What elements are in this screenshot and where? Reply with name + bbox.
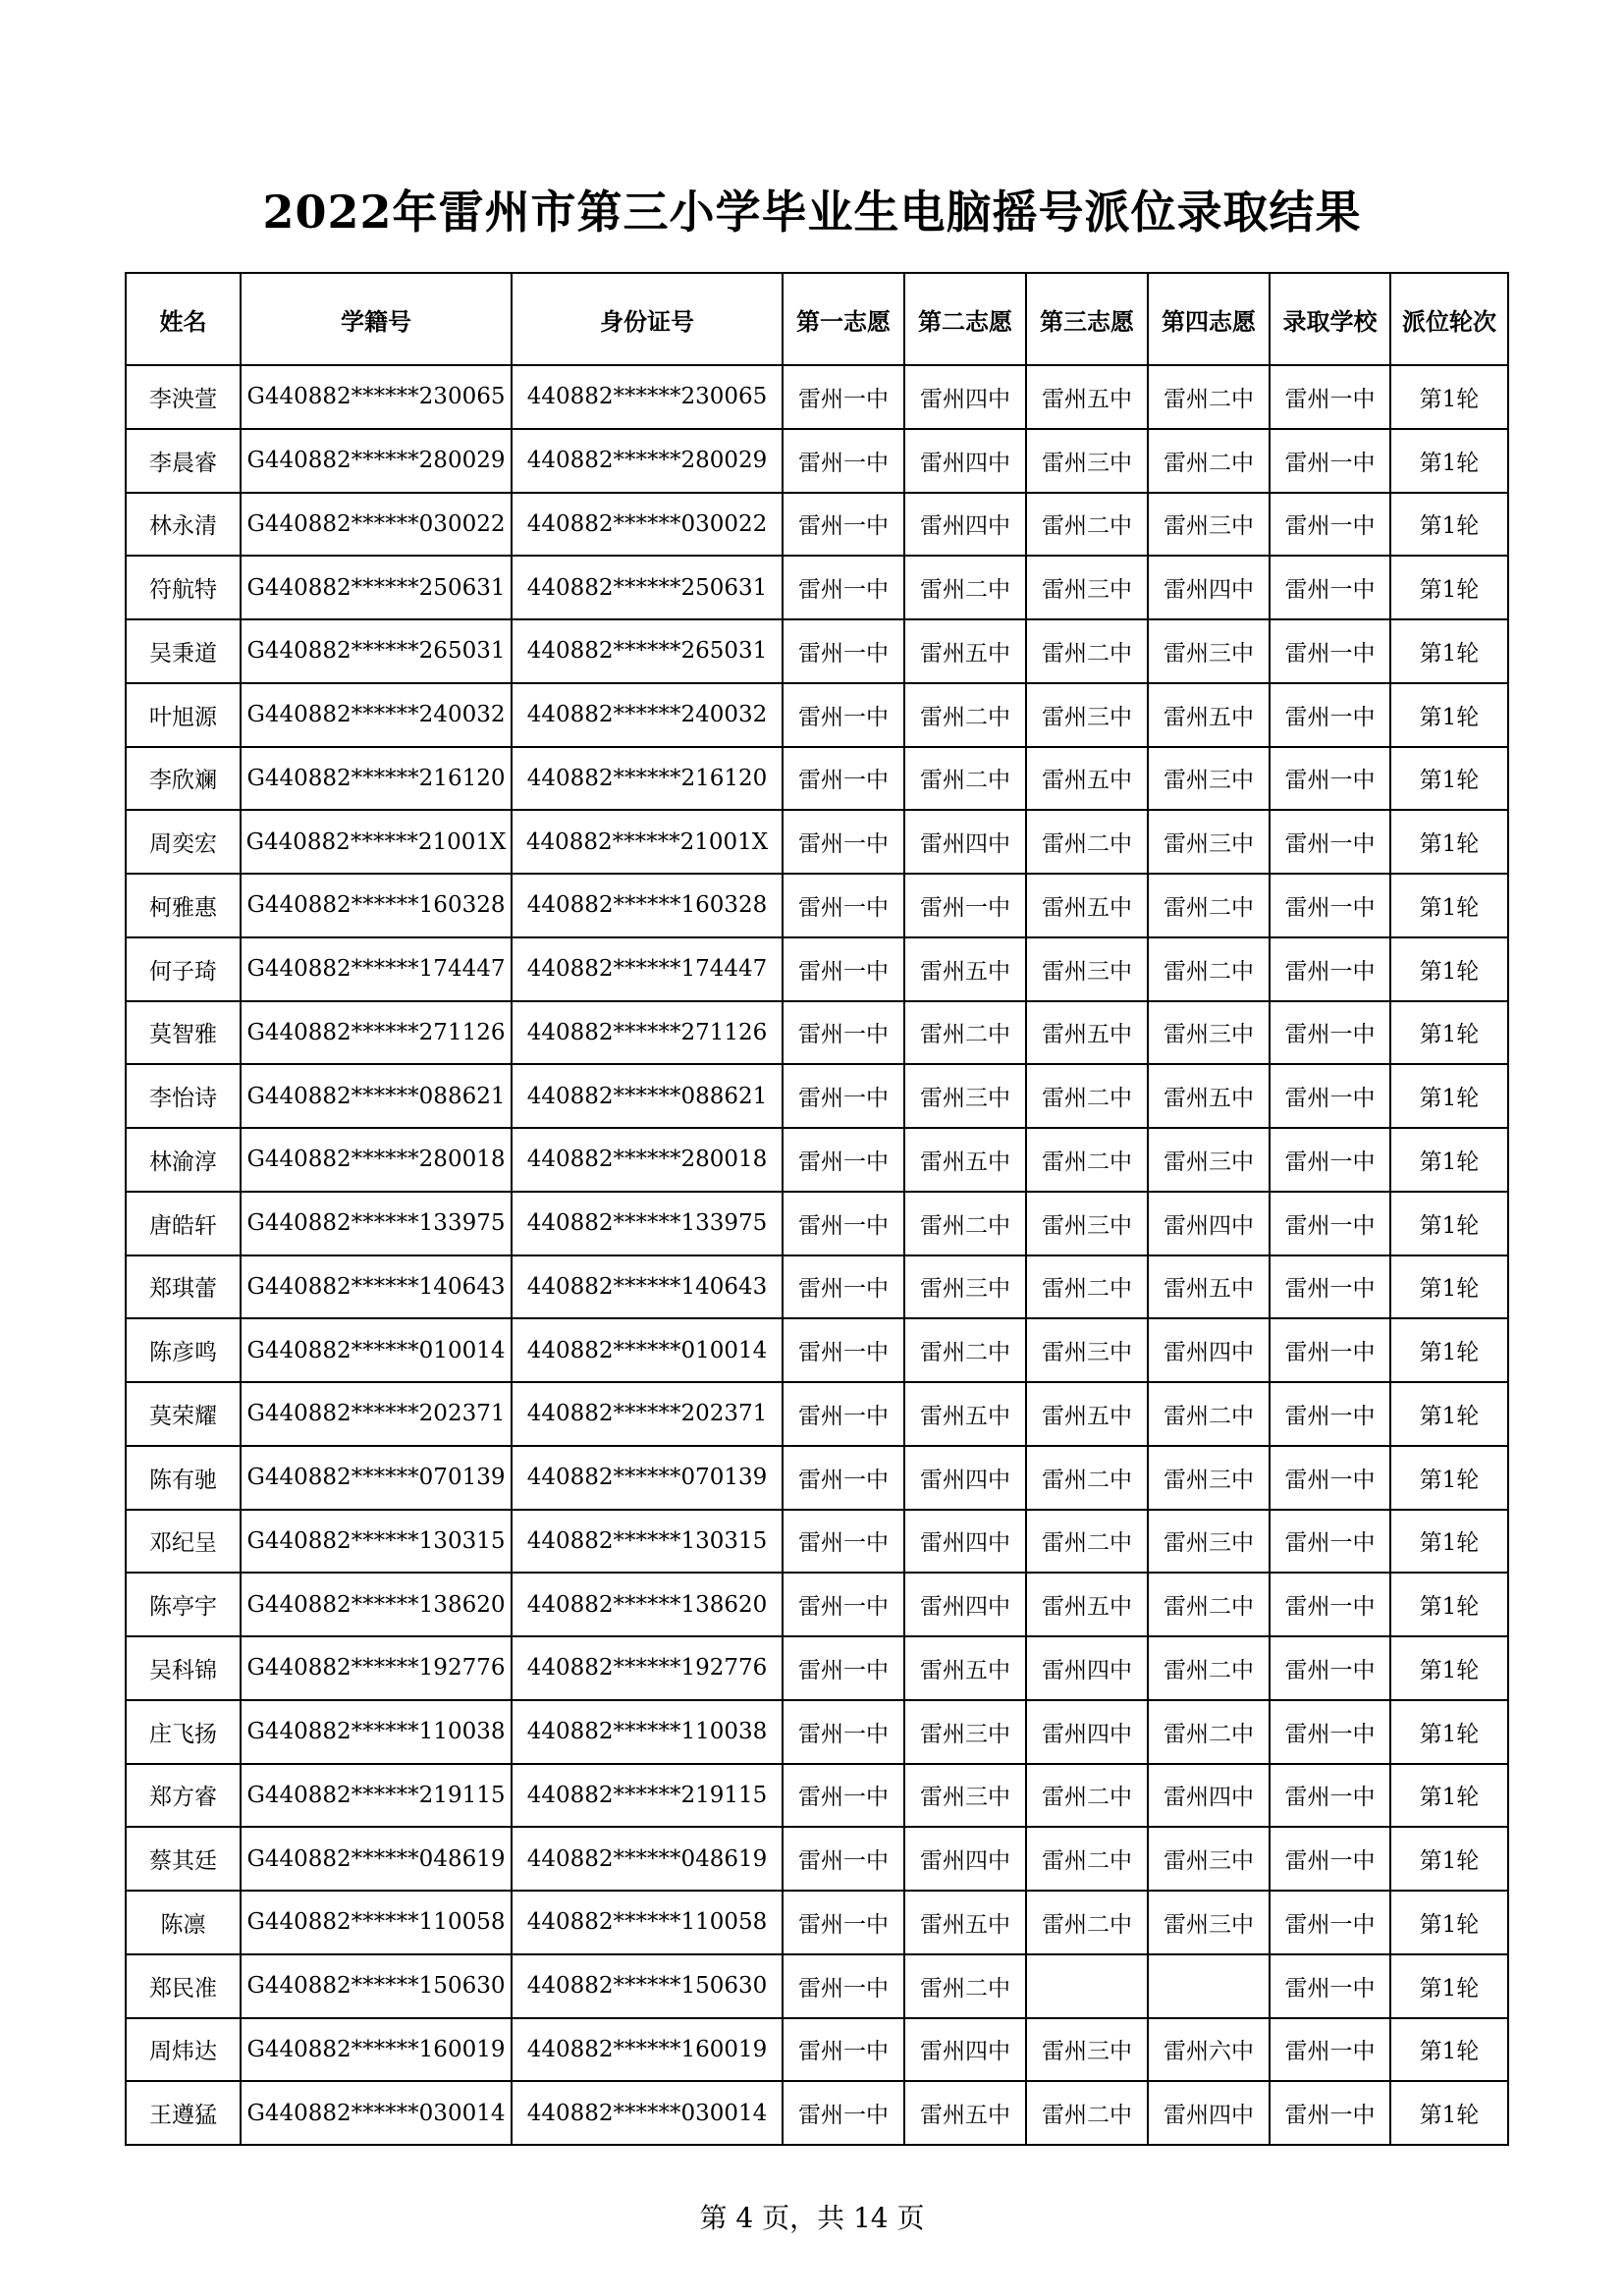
table-row <box>126 429 1508 493</box>
cell-choice-4: 雷州三中 <box>1148 1827 1270 1891</box>
cell-choice-2: 雷州四中 <box>904 1446 1026 1510</box>
table-body <box>126 365 1508 2145</box>
table-row <box>126 810 1508 874</box>
cell-name: 李怡诗 <box>126 1064 241 1128</box>
table-row <box>126 1510 1508 1574</box>
cell-choice-4: 雷州二中 <box>1148 429 1270 493</box>
column-header-choice-2: 第二志愿 <box>904 273 1026 365</box>
cell-id-number: 440882******140643 <box>512 1255 783 1319</box>
cell-name: 郑民准 <box>126 1954 241 2018</box>
cell-id-number: 440882******265031 <box>512 619 783 683</box>
table-row <box>126 1318 1508 1382</box>
cell-round: 第1轮 <box>1390 1510 1508 1574</box>
cell-name: 吴科锦 <box>126 1636 241 1700</box>
cell-student-id: G440882******265031 <box>241 619 512 683</box>
cell-name: 邓纪呈 <box>126 1510 241 1574</box>
cell-choice-4: 雷州五中 <box>1148 683 1270 747</box>
cell-round: 第1轮 <box>1390 1827 1508 1891</box>
cell-choice-1: 雷州一中 <box>783 1064 904 1128</box>
cell-choice-1: 雷州一中 <box>783 810 904 874</box>
table-row <box>126 1001 1508 1065</box>
cell-id-number: 440882******138620 <box>512 1573 783 1636</box>
cell-student-id: G440882******150630 <box>241 1954 512 2018</box>
cell-round: 第1轮 <box>1390 1255 1508 1319</box>
cell-name: 周炜达 <box>126 2018 241 2082</box>
cell-admitted-school: 雷州一中 <box>1270 1064 1390 1128</box>
cell-choice-4: 雷州二中 <box>1148 1700 1270 1764</box>
cell-choice-3: 雷州五中 <box>1026 747 1148 811</box>
cell-choice-4: 雷州二中 <box>1148 937 1270 1001</box>
cell-choice-4: 雷州五中 <box>1148 1064 1270 1128</box>
column-header-round: 派位轮次 <box>1390 273 1508 365</box>
cell-name: 郑方睿 <box>126 1764 241 1828</box>
cell-id-number: 440882******088621 <box>512 1064 783 1128</box>
cell-round: 第1轮 <box>1390 2081 1508 2145</box>
cell-round: 第1轮 <box>1390 365 1508 429</box>
cell-choice-3: 雷州二中 <box>1026 1446 1148 1510</box>
cell-choice-3: 雷州二中 <box>1026 810 1148 874</box>
cell-id-number: 440882******250631 <box>512 556 783 619</box>
cell-choice-4: 雷州四中 <box>1148 1192 1270 1255</box>
cell-student-id: G440882******138620 <box>241 1573 512 1636</box>
cell-name: 周奕宏 <box>126 810 241 874</box>
cell-choice-1: 雷州一中 <box>783 1573 904 1636</box>
cell-id-number: 440882******110058 <box>512 1891 783 1954</box>
column-header-choice-4: 第四志愿 <box>1148 273 1270 365</box>
cell-id-number: 440882******216120 <box>512 747 783 811</box>
cell-round: 第1轮 <box>1390 493 1508 557</box>
cell-admitted-school: 雷州一中 <box>1270 1573 1390 1636</box>
cell-admitted-school: 雷州一中 <box>1270 1128 1390 1192</box>
cell-choice-1: 雷州一中 <box>783 874 904 937</box>
table-row <box>126 2081 1508 2145</box>
table-row <box>126 1192 1508 1255</box>
cell-student-id: G440882******160019 <box>241 2018 512 2082</box>
cell-id-number: 440882******202371 <box>512 1382 783 1446</box>
cell-name: 莫荣耀 <box>126 1382 241 1446</box>
cell-choice-2: 雷州三中 <box>904 1700 1026 1764</box>
cell-name: 李欣斓 <box>126 747 241 811</box>
table-row <box>126 556 1508 619</box>
cell-round: 第1轮 <box>1390 2018 1508 2082</box>
cell-round: 第1轮 <box>1390 937 1508 1001</box>
cell-choice-1: 雷州一中 <box>783 1700 904 1764</box>
cell-choice-4: 雷州二中 <box>1148 1573 1270 1636</box>
cell-name: 陈凛 <box>126 1891 241 1954</box>
cell-choice-3: 雷州二中 <box>1026 1128 1148 1192</box>
cell-admitted-school: 雷州一中 <box>1270 365 1390 429</box>
cell-choice-1: 雷州一中 <box>783 365 904 429</box>
cell-admitted-school: 雷州一中 <box>1270 747 1390 811</box>
column-header-choice-3: 第三志愿 <box>1026 273 1148 365</box>
cell-choice-3: 雷州二中 <box>1026 1255 1148 1319</box>
admission-results-table <box>125 272 1509 2146</box>
cell-student-id: G440882******280018 <box>241 1128 512 1192</box>
cell-admitted-school: 雷州一中 <box>1270 1192 1390 1255</box>
cell-choice-2: 雷州二中 <box>904 1001 1026 1065</box>
cell-choice-2: 雷州五中 <box>904 1636 1026 1700</box>
cell-round: 第1轮 <box>1390 556 1508 619</box>
header-row <box>126 273 1508 365</box>
cell-choice-2: 雷州四中 <box>904 365 1026 429</box>
table-row <box>126 365 1508 429</box>
cell-admitted-school: 雷州一中 <box>1270 1891 1390 1954</box>
cell-id-number: 440882******192776 <box>512 1636 783 1700</box>
cell-choice-2: 雷州二中 <box>904 683 1026 747</box>
cell-choice-1: 雷州一中 <box>783 1192 904 1255</box>
cell-choice-2: 雷州四中 <box>904 1510 1026 1574</box>
cell-student-id: G440882******21001X <box>241 810 512 874</box>
cell-student-id: G440882******048619 <box>241 1827 512 1891</box>
cell-choice-1: 雷州一中 <box>783 747 904 811</box>
cell-admitted-school: 雷州一中 <box>1270 683 1390 747</box>
cell-choice-1: 雷州一中 <box>783 1510 904 1574</box>
table-row <box>126 1891 1508 1954</box>
cell-choice-1: 雷州一中 <box>783 1001 904 1065</box>
cell-choice-2: 雷州四中 <box>904 810 1026 874</box>
cell-choice-2: 雷州二中 <box>904 1192 1026 1255</box>
cell-round: 第1轮 <box>1390 1954 1508 2018</box>
cell-choice-1: 雷州一中 <box>783 1891 904 1954</box>
cell-student-id: G440882******219115 <box>241 1764 512 1828</box>
cell-name: 陈亭宇 <box>126 1573 241 1636</box>
cell-choice-2: 雷州五中 <box>904 1128 1026 1192</box>
table-row <box>126 493 1508 557</box>
cell-choice-3: 雷州五中 <box>1026 874 1148 937</box>
cell-choice-3: 雷州二中 <box>1026 493 1148 557</box>
table-row <box>126 1573 1508 1636</box>
cell-id-number: 440882******030014 <box>512 2081 783 2145</box>
cell-choice-4: 雷州四中 <box>1148 1764 1270 1828</box>
cell-choice-2: 雷州五中 <box>904 1891 1026 1954</box>
cell-admitted-school: 雷州一中 <box>1270 1318 1390 1382</box>
cell-choice-4: 雷州三中 <box>1148 1891 1270 1954</box>
cell-choice-3: 雷州三中 <box>1026 1318 1148 1382</box>
cell-choice-2: 雷州四中 <box>904 493 1026 557</box>
table-row <box>126 747 1508 811</box>
cell-admitted-school: 雷州一中 <box>1270 2018 1390 2082</box>
page-title: 2022年雷州市第三小学毕业生电脑摇号派位录取结果 <box>262 186 1362 239</box>
cell-choice-1: 雷州一中 <box>783 2081 904 2145</box>
cell-student-id: G440882******240032 <box>241 683 512 747</box>
cell-name: 何子琦 <box>126 937 241 1001</box>
table-row <box>126 1954 1508 2018</box>
cell-choice-2: 雷州三中 <box>904 1764 1026 1828</box>
cell-round: 第1轮 <box>1390 1382 1508 1446</box>
cell-choice-2: 雷州二中 <box>904 1954 1026 2018</box>
cell-choice-3: 雷州三中 <box>1026 556 1148 619</box>
cell-choice-4: 雷州三中 <box>1148 1128 1270 1192</box>
cell-name: 唐皓轩 <box>126 1192 241 1255</box>
cell-choice-2: 雷州三中 <box>904 1255 1026 1319</box>
cell-round: 第1轮 <box>1390 683 1508 747</box>
cell-choice-2: 雷州四中 <box>904 2018 1026 2082</box>
cell-name: 庄飞扬 <box>126 1700 241 1764</box>
table-row <box>126 1700 1508 1764</box>
table-row <box>126 874 1508 937</box>
cell-name: 陈彦鸣 <box>126 1318 241 1382</box>
cell-admitted-school: 雷州一中 <box>1270 619 1390 683</box>
cell-choice-3 <box>1026 1954 1148 2018</box>
cell-choice-3: 雷州三中 <box>1026 683 1148 747</box>
cell-choice-2: 雷州三中 <box>904 1064 1026 1128</box>
table-row <box>126 1827 1508 1891</box>
column-header-student-id: 学籍号 <box>241 273 512 365</box>
cell-name: 陈有驰 <box>126 1446 241 1510</box>
table-row <box>126 1446 1508 1510</box>
cell-admitted-school: 雷州一中 <box>1270 1827 1390 1891</box>
cell-admitted-school: 雷州一中 <box>1270 810 1390 874</box>
cell-id-number: 440882******280029 <box>512 429 783 493</box>
cell-student-id: G440882******216120 <box>241 747 512 811</box>
cell-choice-1: 雷州一中 <box>783 937 904 1001</box>
cell-student-id: G440882******140643 <box>241 1255 512 1319</box>
cell-admitted-school: 雷州一中 <box>1270 1636 1390 1700</box>
cell-id-number: 440882******160328 <box>512 874 783 937</box>
cell-choice-2: 雷州一中 <box>904 874 1026 937</box>
cell-choice-3: 雷州四中 <box>1026 1700 1148 1764</box>
table-row <box>126 683 1508 747</box>
cell-student-id: G440882******271126 <box>241 1001 512 1065</box>
cell-id-number: 440882******174447 <box>512 937 783 1001</box>
cell-round: 第1轮 <box>1390 1891 1508 1954</box>
table-row <box>126 1764 1508 1828</box>
cell-admitted-school: 雷州一中 <box>1270 1255 1390 1319</box>
cell-choice-4: 雷州三中 <box>1148 1446 1270 1510</box>
cell-choice-3: 雷州二中 <box>1026 1510 1148 1574</box>
cell-id-number: 440882******070139 <box>512 1446 783 1510</box>
cell-choice-1: 雷州一中 <box>783 556 904 619</box>
column-header-name: 姓名 <box>126 273 241 365</box>
cell-choice-3: 雷州三中 <box>1026 429 1148 493</box>
cell-choice-4: 雷州四中 <box>1148 2081 1270 2145</box>
cell-choice-3: 雷州五中 <box>1026 365 1148 429</box>
cell-admitted-school: 雷州一中 <box>1270 1954 1390 2018</box>
cell-choice-3: 雷州二中 <box>1026 1891 1148 1954</box>
cell-choice-1: 雷州一中 <box>783 1382 904 1446</box>
cell-choice-1: 雷州一中 <box>783 619 904 683</box>
cell-name: 王遵猛 <box>126 2081 241 2145</box>
cell-admitted-school: 雷州一中 <box>1270 1001 1390 1065</box>
page-footer: 第 4 页，共 14 页 <box>699 2202 925 2234</box>
cell-round: 第1轮 <box>1390 1318 1508 1382</box>
cell-id-number: 440882******240032 <box>512 683 783 747</box>
table-row <box>126 1064 1508 1128</box>
cell-choice-4: 雷州四中 <box>1148 1318 1270 1382</box>
cell-choice-4: 雷州二中 <box>1148 874 1270 937</box>
cell-student-id: G440882******088621 <box>241 1064 512 1128</box>
cell-choice-1: 雷州一中 <box>783 429 904 493</box>
cell-name: 蔡其廷 <box>126 1827 241 1891</box>
cell-round: 第1轮 <box>1390 1573 1508 1636</box>
cell-choice-3: 雷州三中 <box>1026 2018 1148 2082</box>
cell-name: 柯雅惠 <box>126 874 241 937</box>
cell-choice-3: 雷州五中 <box>1026 1573 1148 1636</box>
cell-choice-1: 雷州一中 <box>783 1318 904 1382</box>
cell-id-number: 440882******219115 <box>512 1764 783 1828</box>
cell-admitted-school: 雷州一中 <box>1270 1700 1390 1764</box>
cell-choice-2: 雷州五中 <box>904 2081 1026 2145</box>
cell-name: 符航特 <box>126 556 241 619</box>
cell-choice-1: 雷州一中 <box>783 1255 904 1319</box>
table-row <box>126 1128 1508 1192</box>
cell-choice-2: 雷州二中 <box>904 747 1026 811</box>
cell-choice-4: 雷州三中 <box>1148 1510 1270 1574</box>
cell-choice-1: 雷州一中 <box>783 2018 904 2082</box>
cell-admitted-school: 雷州一中 <box>1270 2081 1390 2145</box>
cell-student-id: G440882******133975 <box>241 1192 512 1255</box>
cell-id-number: 440882******030022 <box>512 493 783 557</box>
cell-admitted-school: 雷州一中 <box>1270 429 1390 493</box>
cell-choice-4: 雷州六中 <box>1148 2018 1270 2082</box>
cell-choice-4: 雷州三中 <box>1148 619 1270 683</box>
cell-student-id: G440882******030022 <box>241 493 512 557</box>
cell-choice-4: 雷州二中 <box>1148 365 1270 429</box>
cell-choice-3: 雷州二中 <box>1026 1064 1148 1128</box>
cell-student-id: G440882******192776 <box>241 1636 512 1700</box>
cell-name: 李晨睿 <box>126 429 241 493</box>
cell-choice-4: 雷州三中 <box>1148 493 1270 557</box>
cell-round: 第1轮 <box>1390 1764 1508 1828</box>
cell-id-number: 440882******160019 <box>512 2018 783 2082</box>
cell-round: 第1轮 <box>1390 429 1508 493</box>
cell-id-number: 440882******280018 <box>512 1128 783 1192</box>
cell-student-id: G440882******202371 <box>241 1382 512 1446</box>
cell-student-id: G440882******160328 <box>241 874 512 937</box>
cell-id-number: 440882******133975 <box>512 1192 783 1255</box>
cell-name: 叶旭源 <box>126 683 241 747</box>
cell-id-number: 440882******130315 <box>512 1510 783 1574</box>
cell-choice-1: 雷州一中 <box>783 1827 904 1891</box>
cell-student-id: G440882******110038 <box>241 1700 512 1764</box>
cell-student-id: G440882******110058 <box>241 1891 512 1954</box>
cell-choice-1: 雷州一中 <box>783 683 904 747</box>
cell-id-number: 440882******21001X <box>512 810 783 874</box>
cell-student-id: G440882******030014 <box>241 2081 512 2145</box>
table-row <box>126 937 1508 1001</box>
cell-choice-3: 雷州五中 <box>1026 1382 1148 1446</box>
cell-student-id: G440882******250631 <box>241 556 512 619</box>
cell-choice-2: 雷州四中 <box>904 1573 1026 1636</box>
cell-round: 第1轮 <box>1390 747 1508 811</box>
cell-id-number: 440882******150630 <box>512 1954 783 2018</box>
cell-round: 第1轮 <box>1390 874 1508 937</box>
cell-student-id: G440882******070139 <box>241 1446 512 1510</box>
cell-name: 吴秉道 <box>126 619 241 683</box>
cell-round: 第1轮 <box>1390 1446 1508 1510</box>
cell-choice-2: 雷州五中 <box>904 1382 1026 1446</box>
cell-choice-2: 雷州五中 <box>904 619 1026 683</box>
cell-name: 林永清 <box>126 493 241 557</box>
cell-choice-2: 雷州二中 <box>904 556 1026 619</box>
cell-name: 李泱萱 <box>126 365 241 429</box>
cell-choice-3: 雷州二中 <box>1026 1827 1148 1891</box>
cell-name: 莫智雅 <box>126 1001 241 1065</box>
cell-admitted-school: 雷州一中 <box>1270 1446 1390 1510</box>
cell-round: 第1轮 <box>1390 1064 1508 1128</box>
column-header-admitted-school: 录取学校 <box>1270 273 1390 365</box>
cell-choice-4: 雷州二中 <box>1148 1636 1270 1700</box>
cell-admitted-school: 雷州一中 <box>1270 1510 1390 1574</box>
table-row <box>126 2018 1508 2082</box>
cell-admitted-school: 雷州一中 <box>1270 1764 1390 1828</box>
cell-choice-1: 雷州一中 <box>783 1764 904 1828</box>
cell-choice-3: 雷州二中 <box>1026 2081 1148 2145</box>
table-row <box>126 1255 1508 1319</box>
cell-round: 第1轮 <box>1390 1700 1508 1764</box>
table-row <box>126 619 1508 683</box>
cell-admitted-school: 雷州一中 <box>1270 937 1390 1001</box>
cell-round: 第1轮 <box>1390 1192 1508 1255</box>
cell-choice-4: 雷州五中 <box>1148 1255 1270 1319</box>
cell-round: 第1轮 <box>1390 1001 1508 1065</box>
cell-student-id: G440882******230065 <box>241 365 512 429</box>
cell-id-number: 440882******271126 <box>512 1001 783 1065</box>
cell-choice-2: 雷州四中 <box>904 1827 1026 1891</box>
cell-round: 第1轮 <box>1390 619 1508 683</box>
cell-choice-3: 雷州三中 <box>1026 937 1148 1001</box>
cell-round: 第1轮 <box>1390 1636 1508 1700</box>
cell-choice-3: 雷州四中 <box>1026 1636 1148 1700</box>
cell-admitted-school: 雷州一中 <box>1270 1382 1390 1446</box>
cell-student-id: G440882******130315 <box>241 1510 512 1574</box>
cell-choice-2: 雷州四中 <box>904 429 1026 493</box>
cell-choice-2: 雷州二中 <box>904 1318 1026 1382</box>
cell-id-number: 440882******010014 <box>512 1318 783 1382</box>
cell-choice-3: 雷州五中 <box>1026 1001 1148 1065</box>
cell-choice-4: 雷州三中 <box>1148 810 1270 874</box>
cell-student-id: G440882******280029 <box>241 429 512 493</box>
cell-choice-4: 雷州三中 <box>1148 1001 1270 1065</box>
cell-choice-1: 雷州一中 <box>783 1954 904 2018</box>
cell-choice-4: 雷州二中 <box>1148 1382 1270 1446</box>
cell-choice-3: 雷州二中 <box>1026 1764 1148 1828</box>
cell-choice-1: 雷州一中 <box>783 1446 904 1510</box>
cell-id-number: 440882******230065 <box>512 365 783 429</box>
cell-admitted-school: 雷州一中 <box>1270 493 1390 557</box>
cell-id-number: 440882******048619 <box>512 1827 783 1891</box>
cell-choice-4: 雷州三中 <box>1148 747 1270 811</box>
cell-round: 第1轮 <box>1390 1128 1508 1192</box>
table-row <box>126 1636 1508 1700</box>
cell-choice-1: 雷州一中 <box>783 1636 904 1700</box>
table-row <box>126 1382 1508 1446</box>
cell-student-id: G440882******010014 <box>241 1318 512 1382</box>
cell-choice-4: 雷州四中 <box>1148 556 1270 619</box>
cell-name: 郑琪蕾 <box>126 1255 241 1319</box>
cell-choice-2: 雷州五中 <box>904 937 1026 1001</box>
cell-choice-1: 雷州一中 <box>783 493 904 557</box>
cell-name: 林渝淳 <box>126 1128 241 1192</box>
cell-choice-1: 雷州一中 <box>783 1128 904 1192</box>
column-header-choice-1: 第一志愿 <box>783 273 904 365</box>
cell-choice-3: 雷州三中 <box>1026 1192 1148 1255</box>
cell-choice-4 <box>1148 1954 1270 2018</box>
cell-round: 第1轮 <box>1390 810 1508 874</box>
cell-admitted-school: 雷州一中 <box>1270 556 1390 619</box>
cell-student-id: G440882******174447 <box>241 937 512 1001</box>
column-header-id-number: 身份证号 <box>512 273 783 365</box>
cell-choice-3: 雷州二中 <box>1026 619 1148 683</box>
cell-id-number: 440882******110038 <box>512 1700 783 1764</box>
cell-admitted-school: 雷州一中 <box>1270 874 1390 937</box>
